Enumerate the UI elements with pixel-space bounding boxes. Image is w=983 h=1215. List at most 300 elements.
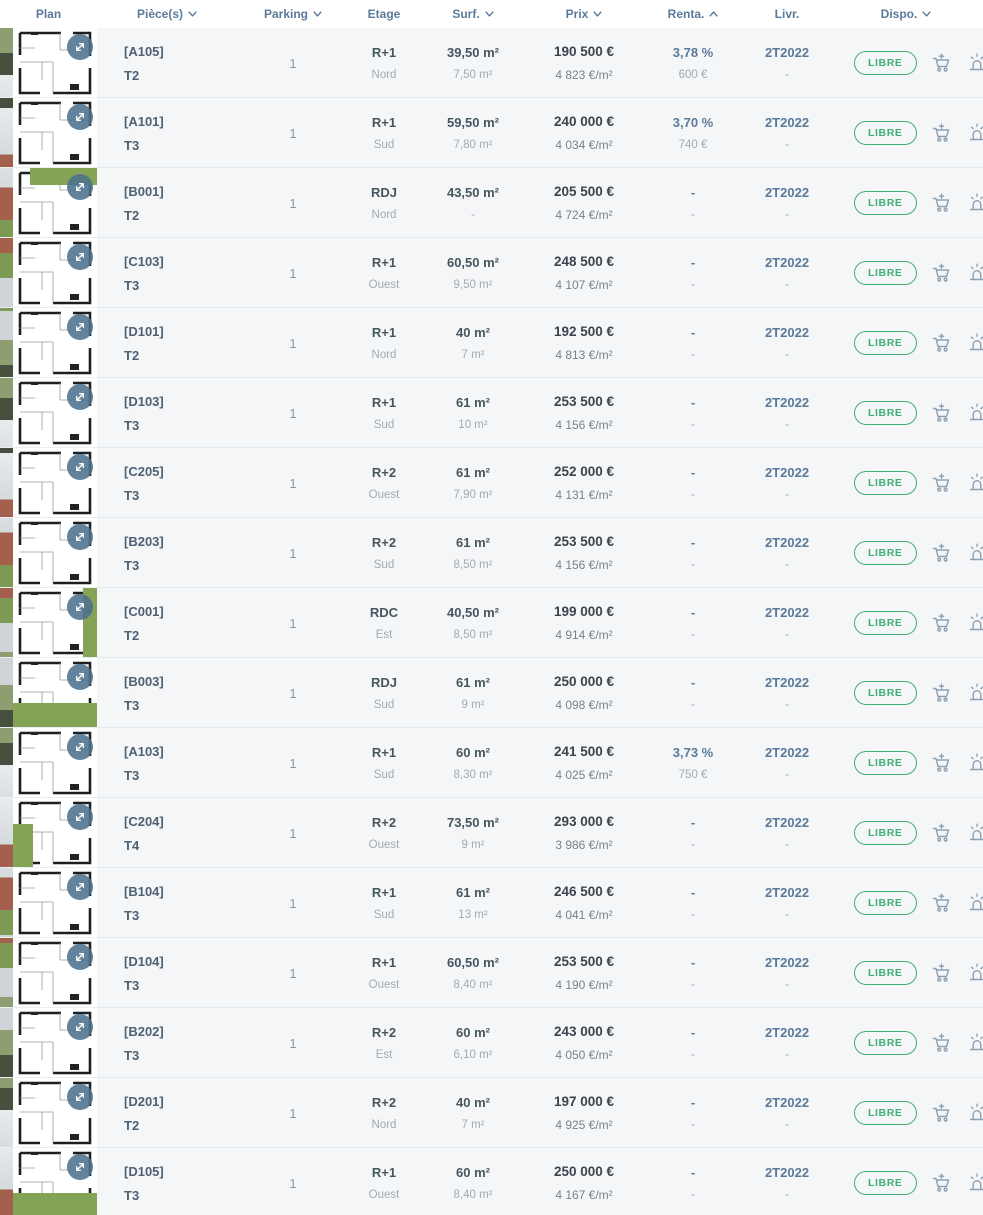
alert-button[interactable] <box>967 683 983 703</box>
expand-icon <box>74 111 86 123</box>
plan-thumbnail[interactable] <box>0 798 97 868</box>
status-badge: LIBRE <box>854 191 917 216</box>
dispo-cell <box>829 98 983 168</box>
surface-value: 60 m² <box>456 745 490 760</box>
parking-count: 1 <box>289 1105 297 1121</box>
plan-thumbnail[interactable] <box>0 728 97 798</box>
plan-thumbnail[interactable] <box>0 868 97 938</box>
price-per-m2: 4 190 €/m² <box>555 978 613 992</box>
alert-button[interactable] <box>967 543 983 563</box>
floor-level: RDJ <box>370 675 397 690</box>
price-value: 246 500 € <box>553 884 615 899</box>
parking-cell <box>237 28 349 98</box>
plan-thumbnail[interactable] <box>0 588 97 658</box>
unit-type: T3 <box>124 1047 140 1063</box>
status-badge: LIBRE <box>854 1031 917 1056</box>
table-row[interactable] <box>0 238 983 308</box>
unit-cell <box>97 798 237 868</box>
table-row[interactable] <box>0 448 983 518</box>
expand-plan-button[interactable] <box>67 314 93 340</box>
expand-icon <box>74 461 86 473</box>
parking-cell <box>237 308 349 378</box>
plan-thumbnail[interactable] <box>0 28 97 98</box>
price-per-m2: 4 156 €/m² <box>555 558 613 572</box>
parking-cell <box>237 798 349 868</box>
alert-button[interactable] <box>967 1033 983 1053</box>
price-value: 205 500 € <box>553 184 615 199</box>
expand-plan-button[interactable] <box>67 804 93 830</box>
add-to-cart-button[interactable] <box>932 1033 952 1053</box>
surface-annexe-value: 7,90 m² <box>453 489 493 501</box>
surface-value: 40 m² <box>456 325 490 340</box>
surface-cell <box>419 168 527 238</box>
parking-cell <box>237 1148 349 1215</box>
dispo-cell <box>829 868 983 938</box>
unit-cell <box>97 588 237 658</box>
floor-level: R+2 <box>371 1025 397 1040</box>
add-to-cart-button[interactable] <box>932 543 952 563</box>
yield-value: - <box>690 955 696 970</box>
delivery-quarter: 2T2022 <box>764 255 810 270</box>
floor-level: R+1 <box>371 115 397 130</box>
orientation: Sud <box>373 139 395 151</box>
etage-cell <box>349 238 419 308</box>
column-header-label: Prix <box>565 7 589 21</box>
orientation: Ouest <box>368 979 400 991</box>
expand-plan-button[interactable] <box>67 34 93 60</box>
expand-plan-button[interactable] <box>67 524 93 550</box>
delivery-quarter: 2T2022 <box>764 115 810 130</box>
price-per-m2: 4 098 €/m² <box>555 698 613 712</box>
price-cell <box>527 168 641 238</box>
unit-code: [C204] <box>124 813 164 829</box>
table-row[interactable] <box>0 1148 983 1215</box>
yield-value: - <box>690 1025 696 1040</box>
orientation: Sud <box>373 699 395 711</box>
add-to-cart-button[interactable] <box>932 753 952 773</box>
price-per-m2: 4 107 €/m² <box>555 278 613 292</box>
price-per-m2: 4 167 €/m² <box>555 1188 613 1202</box>
add-to-cart-button[interactable] <box>932 823 952 843</box>
expand-plan-button[interactable] <box>67 944 93 970</box>
price-cell <box>527 658 641 728</box>
parking-cell <box>237 728 349 798</box>
column-header[interactable] <box>419 7 527 21</box>
add-to-cart-button[interactable] <box>932 123 952 143</box>
expand-icon <box>74 671 86 683</box>
alert-button[interactable] <box>967 473 983 493</box>
expand-plan-button[interactable] <box>67 1154 93 1180</box>
dispo-cell <box>829 448 983 518</box>
price-cell <box>527 378 641 448</box>
delivery-note: - <box>785 629 789 641</box>
expand-plan-button[interactable] <box>67 734 93 760</box>
sort-chevron-icon <box>922 11 931 17</box>
cart-plus-icon <box>932 683 952 703</box>
price-value: 190 500 € <box>553 44 615 59</box>
rent-value: - <box>691 209 695 221</box>
plan-thumbnail[interactable] <box>0 1008 97 1078</box>
status-badge: LIBRE <box>854 751 917 776</box>
add-to-cart-button[interactable] <box>932 1103 952 1123</box>
add-to-cart-button[interactable] <box>932 333 952 353</box>
rent-value: - <box>691 349 695 361</box>
sort-chevron-icon <box>313 11 322 17</box>
table-row[interactable] <box>0 798 983 868</box>
cart-plus-icon <box>932 1033 952 1053</box>
column-header <box>0 7 97 21</box>
price-cell <box>527 518 641 588</box>
add-to-cart-button[interactable] <box>932 963 952 983</box>
unit-cell <box>97 98 237 168</box>
column-header[interactable] <box>641 7 745 21</box>
surface-value: 40 m² <box>456 1095 490 1110</box>
price-per-m2: 4 813 €/m² <box>555 348 613 362</box>
add-to-cart-button[interactable] <box>932 473 952 493</box>
parking-cell <box>237 658 349 728</box>
surface-cell <box>419 728 527 798</box>
delivery-note: - <box>785 839 789 851</box>
alarm-beacon-icon <box>967 1103 983 1123</box>
alert-button[interactable] <box>967 1173 983 1193</box>
unit-type: T3 <box>124 767 140 783</box>
table-row[interactable] <box>0 98 983 168</box>
alarm-beacon-icon <box>967 963 983 983</box>
unit-type: T3 <box>124 697 140 713</box>
surface-value: 60,50 m² <box>446 955 500 970</box>
price-value: 240 000 € <box>553 114 615 129</box>
dispo-cell <box>829 658 983 728</box>
alarm-beacon-icon <box>967 123 983 143</box>
add-to-cart-button[interactable] <box>932 403 952 423</box>
delivery-quarter: 2T2022 <box>764 955 810 970</box>
alarm-beacon-icon <box>967 193 983 213</box>
plan-thumbnail[interactable] <box>0 658 97 728</box>
orientation: Est <box>375 1049 393 1061</box>
brochure-strip <box>0 28 13 98</box>
column-header-label: Livr. <box>774 7 800 21</box>
add-to-cart-button[interactable] <box>932 193 952 213</box>
alarm-beacon-icon <box>967 823 983 843</box>
column-header[interactable] <box>527 7 641 21</box>
parking-count: 1 <box>289 55 297 71</box>
table-row[interactable] <box>0 1008 983 1078</box>
expand-plan-button[interactable] <box>67 244 93 270</box>
table-row[interactable] <box>0 868 983 938</box>
rent-value: - <box>691 839 695 851</box>
yield-value: - <box>690 675 696 690</box>
unit-code: [B003] <box>124 673 164 689</box>
renta-cell <box>641 238 745 308</box>
garden-area <box>13 824 33 867</box>
brochure-strip <box>0 798 13 868</box>
alarm-beacon-icon <box>967 1173 983 1193</box>
etage-cell <box>349 588 419 658</box>
brochure-strip <box>0 938 13 1008</box>
price-cell <box>527 448 641 518</box>
plan-thumbnail[interactable] <box>0 308 97 378</box>
parking-cell <box>237 238 349 308</box>
unit-cell <box>97 1078 237 1148</box>
expand-icon <box>74 811 86 823</box>
column-header[interactable] <box>237 7 349 21</box>
expand-plan-button[interactable] <box>67 104 93 130</box>
cart-plus-icon <box>932 963 952 983</box>
plan-thumbnail[interactable] <box>0 1148 97 1215</box>
add-to-cart-button[interactable] <box>932 53 952 73</box>
floor-level: RDJ <box>370 185 397 200</box>
expand-plan-button[interactable] <box>67 174 93 200</box>
plan-thumbnail[interactable] <box>0 938 97 1008</box>
etage-cell <box>349 28 419 98</box>
floor-level: R+1 <box>371 255 397 270</box>
unit-type: T3 <box>124 907 140 923</box>
delivery-cell <box>745 378 829 448</box>
surface-annexe-value: 7 m² <box>461 349 485 361</box>
dispo-cell <box>829 308 983 378</box>
expand-plan-button[interactable] <box>67 874 93 900</box>
parking-count: 1 <box>289 755 297 771</box>
parking-count: 1 <box>289 335 297 351</box>
cart-plus-icon <box>932 1103 952 1123</box>
table-row[interactable] <box>0 588 983 658</box>
cart-plus-icon <box>932 893 952 913</box>
column-header[interactable] <box>97 7 237 21</box>
plan-thumbnail[interactable] <box>0 518 97 588</box>
yield-value: - <box>690 325 696 340</box>
plan-thumbnail[interactable] <box>0 1078 97 1148</box>
unit-cell <box>97 868 237 938</box>
add-to-cart-button[interactable] <box>932 613 952 633</box>
parking-count: 1 <box>289 895 297 911</box>
table-row[interactable] <box>0 938 983 1008</box>
delivery-quarter: 2T2022 <box>764 325 810 340</box>
add-to-cart-button[interactable] <box>932 683 952 703</box>
cart-plus-icon <box>932 193 952 213</box>
price-cell <box>527 308 641 378</box>
add-to-cart-button[interactable] <box>932 263 952 283</box>
price-cell <box>527 1078 641 1148</box>
surface-annexe-value: 9,50 m² <box>453 279 493 291</box>
yield-value: - <box>690 255 696 270</box>
brochure-strip <box>0 238 13 308</box>
alert-button[interactable] <box>967 53 983 73</box>
garden-area <box>13 1193 97 1215</box>
alert-button[interactable] <box>967 263 983 283</box>
add-to-cart-button[interactable] <box>932 1173 952 1193</box>
delivery-quarter: 2T2022 <box>764 885 810 900</box>
alert-button[interactable] <box>967 963 983 983</box>
delivery-quarter: 2T2022 <box>764 605 810 620</box>
etage-cell <box>349 378 419 448</box>
unit-cell <box>97 28 237 98</box>
parking-cell <box>237 168 349 238</box>
surface-annexe-value: 8,50 m² <box>453 559 493 571</box>
delivery-note: - <box>785 349 789 361</box>
parking-count: 1 <box>289 405 297 421</box>
unit-code: [A105] <box>124 43 164 59</box>
table-row[interactable] <box>0 658 983 728</box>
expand-plan-button[interactable] <box>67 454 93 480</box>
parking-count: 1 <box>289 965 297 981</box>
surface-cell <box>419 378 527 448</box>
yield-value: - <box>690 395 696 410</box>
parking-count: 1 <box>289 545 297 561</box>
unit-code: [A103] <box>124 743 164 759</box>
plan-thumbnail[interactable] <box>0 238 97 308</box>
sort-chevron-icon <box>485 11 494 17</box>
delivery-quarter: 2T2022 <box>764 395 810 410</box>
alert-button[interactable] <box>967 893 983 913</box>
table-row[interactable] <box>0 28 983 98</box>
alert-button[interactable] <box>967 333 983 353</box>
column-header <box>349 7 419 21</box>
orientation: Sud <box>373 769 395 781</box>
expand-icon <box>74 1091 86 1103</box>
delivery-note: - <box>785 559 789 571</box>
column-header-label: Surf. <box>452 7 480 21</box>
parking-count: 1 <box>289 1175 297 1191</box>
surface-annexe-value: 9 m² <box>461 699 485 711</box>
renta-cell <box>641 448 745 518</box>
brochure-strip <box>0 1008 13 1078</box>
expand-icon <box>74 601 86 613</box>
plan-thumbnail[interactable] <box>0 378 97 448</box>
alert-button[interactable] <box>967 613 983 633</box>
etage-cell <box>349 448 419 518</box>
delivery-quarter: 2T2022 <box>764 45 810 60</box>
alert-button[interactable] <box>967 123 983 143</box>
price-per-m2: 4 050 €/m² <box>555 1048 613 1062</box>
sort-chevron-icon <box>593 11 602 17</box>
delivery-note: - <box>785 69 789 81</box>
rent-value: 740 € <box>678 139 708 151</box>
surface-value: 61 m² <box>456 675 490 690</box>
price-value: 241 500 € <box>553 744 615 759</box>
orientation: Nord <box>371 349 397 361</box>
unit-code: [B202] <box>124 1023 164 1039</box>
unit-cell <box>97 378 237 448</box>
price-per-m2: 4 034 €/m² <box>555 138 613 152</box>
unit-cell <box>97 448 237 518</box>
parking-cell <box>237 588 349 658</box>
expand-plan-button[interactable] <box>67 594 93 620</box>
delivery-cell <box>745 308 829 378</box>
etage-cell <box>349 1148 419 1215</box>
price-per-m2: 4 156 €/m² <box>555 418 613 432</box>
renta-cell <box>641 1078 745 1148</box>
rent-value: - <box>691 1049 695 1061</box>
delivery-cell <box>745 728 829 798</box>
cart-plus-icon <box>932 613 952 633</box>
parking-cell <box>237 448 349 518</box>
renta-cell <box>641 728 745 798</box>
surface-value: 73,50 m² <box>446 815 500 830</box>
alert-button[interactable] <box>967 193 983 213</box>
surface-annexe-value: 7,50 m² <box>453 69 493 81</box>
price-value: 253 500 € <box>553 954 615 969</box>
alert-button[interactable] <box>967 1103 983 1123</box>
column-header[interactable] <box>829 7 983 21</box>
unit-code: [B203] <box>124 533 164 549</box>
delivery-note: - <box>785 699 789 711</box>
delivery-cell <box>745 518 829 588</box>
status-badge: LIBRE <box>854 331 917 356</box>
orientation: Nord <box>371 69 397 81</box>
expand-icon <box>74 391 86 403</box>
price-value: 250 000 € <box>553 674 615 689</box>
expand-plan-button[interactable] <box>67 1014 93 1040</box>
plan-thumbnail[interactable] <box>0 168 97 238</box>
unit-type: T3 <box>124 137 140 153</box>
table-row[interactable] <box>0 378 983 448</box>
price-per-m2: 4 823 €/m² <box>555 68 613 82</box>
delivery-cell <box>745 448 829 518</box>
table-row[interactable] <box>0 518 983 588</box>
price-value: 253 500 € <box>553 394 615 409</box>
expand-plan-button[interactable] <box>67 384 93 410</box>
unit-code: [D103] <box>124 393 164 409</box>
expand-icon <box>74 1161 86 1173</box>
table-row[interactable] <box>0 308 983 378</box>
delivery-cell <box>745 868 829 938</box>
table-row[interactable] <box>0 168 983 238</box>
cart-plus-icon <box>932 53 952 73</box>
renta-cell <box>641 518 745 588</box>
surface-annexe-value: 8,50 m² <box>453 629 493 641</box>
surface-cell <box>419 98 527 168</box>
rent-value: - <box>691 559 695 571</box>
dispo-cell <box>829 28 983 98</box>
plan-thumbnail[interactable] <box>0 98 97 168</box>
add-to-cart-button[interactable] <box>932 893 952 913</box>
brochure-strip <box>0 448 13 518</box>
parking-count: 1 <box>289 125 297 141</box>
cart-plus-icon <box>932 403 952 423</box>
expand-plan-button[interactable] <box>67 1084 93 1110</box>
unit-cell <box>97 308 237 378</box>
rent-value: - <box>691 699 695 711</box>
alarm-beacon-icon <box>967 543 983 563</box>
renta-cell <box>641 1008 745 1078</box>
table-row[interactable] <box>0 1078 983 1148</box>
unit-code: [D104] <box>124 953 164 969</box>
renta-cell <box>641 938 745 1008</box>
floor-level: R+1 <box>371 745 397 760</box>
renta-cell <box>641 28 745 98</box>
alert-button[interactable] <box>967 753 983 773</box>
unit-cell <box>97 1008 237 1078</box>
floor-level: R+1 <box>371 885 397 900</box>
expand-plan-button[interactable] <box>67 664 93 690</box>
column-header-label: Pièce(s) <box>136 7 184 21</box>
etage-cell <box>349 1008 419 1078</box>
delivery-note: - <box>785 1119 789 1131</box>
dispo-cell <box>829 1078 983 1148</box>
price-cell <box>527 728 641 798</box>
plan-thumbnail[interactable] <box>0 448 97 518</box>
unit-code: [B001] <box>124 183 164 199</box>
surface-value: 43,50 m² <box>446 185 500 200</box>
table-row[interactable] <box>0 728 983 798</box>
brochure-strip <box>0 518 13 588</box>
price-cell <box>527 798 641 868</box>
unit-cell <box>97 938 237 1008</box>
status-badge: LIBRE <box>854 401 917 426</box>
alert-button[interactable] <box>967 403 983 423</box>
unit-cell <box>97 658 237 728</box>
alert-button[interactable] <box>967 823 983 843</box>
